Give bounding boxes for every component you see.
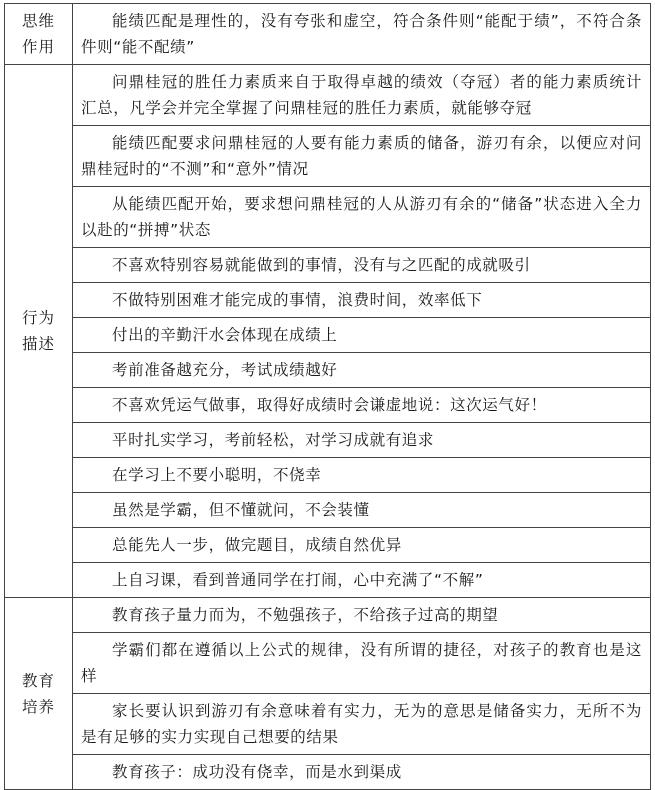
row-text: 学霸们都在遵循以上公式的规律，没有所谓的捷径，对孩子的教育也是这样 (73, 633, 651, 694)
row-text: 不做特别困难才能完成的事情，浪费时间，效率低下 (73, 283, 651, 318)
row-text: 家长要认识到游刃有余意味着有实力，无为的意思是储备实力，无所不为是有足够的实力实现自己想要的结果 (73, 694, 651, 755)
row-text: 从能绩匹配开始，要求想问鼎桂冠的人从游刃有余的“储备”状态进入全力以赴的“拼搏”状态 (73, 187, 651, 248)
row-text: 能绩匹配要求问鼎桂冠的人要有能力素质的储备，游刃有余，以便应对问鼎桂冠时的“不测”和“意外”情况 (73, 126, 651, 187)
row-text: 问鼎桂冠的胜任力素质来自于取得卓越的绩效（夺冠）者的能力素质统计汇总，凡学会并完全掌握了问鼎桂冠的胜任力素质，就能够夺冠 (73, 65, 651, 126)
table-row (5, 563, 651, 598)
table-row (5, 694, 651, 755)
table-row (5, 755, 651, 790)
row-text: 付出的辛勤汗水会体现在成绩上 (73, 318, 651, 353)
category-behavior-description: 行为 描述 (5, 65, 73, 598)
table-row (5, 633, 651, 694)
row-text: 在学习上不要小聪明，不侥幸 (73, 458, 651, 493)
category-thinking-effect: 思维 作用 (5, 4, 73, 65)
row-text: 总能先人一步，做完题目，成绩自然优异 (73, 528, 651, 563)
table-row (5, 318, 651, 353)
table-row (5, 187, 651, 248)
table-row (5, 458, 651, 493)
table-row (5, 65, 651, 126)
row-text: 上自习课，看到普通同学在打闹，心中充满了“不解” (73, 563, 651, 598)
row-text: 平时扎实学习，考前轻松，对学习成就有追求 (73, 423, 651, 458)
row-text: 虽然是学霸，但不懂就问，不会装懂 (73, 493, 651, 528)
table-row (5, 388, 651, 423)
ability-performance-table-page (4, 3, 651, 790)
row-text: 教育孩子量力而为，不勉强孩子，不给孩子过高的期望 (73, 598, 651, 633)
table-row (5, 493, 651, 528)
table-row (5, 353, 651, 388)
table-row (5, 283, 651, 318)
category-education-cultivation: 教育 培养 (5, 598, 73, 790)
row-text: 能绩匹配是理性的，没有夸张和虚空，符合条件则“能配于绩”，不符合条件则“能不配绩” (73, 4, 651, 65)
row-text: 教育孩子：成功没有侥幸，而是水到渠成 (73, 755, 651, 790)
row-text: 考前准备越充分，考试成绩越好 (73, 353, 651, 388)
table-row (5, 598, 651, 633)
table-row (5, 126, 651, 187)
table-row (5, 528, 651, 563)
row-text: 不喜欢特别容易就能做到的事情，没有与之匹配的成就吸引 (73, 248, 651, 283)
ability-performance-table (4, 3, 651, 790)
row-text: 不喜欢凭运气做事，取得好成绩时会谦虚地说：这次运气好！ (73, 388, 651, 423)
table-row (5, 248, 651, 283)
table-row (5, 423, 651, 458)
table-row (5, 4, 651, 65)
